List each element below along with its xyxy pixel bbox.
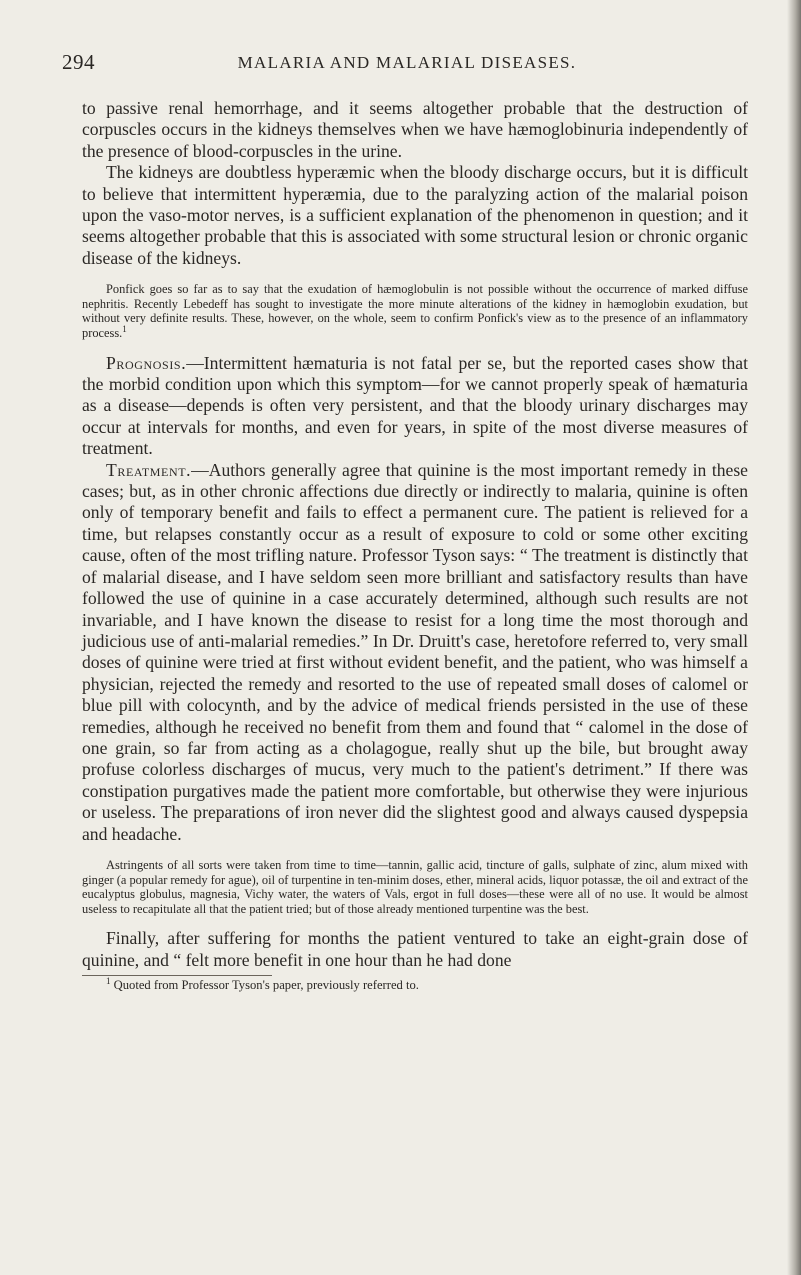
small-print-ponfick: [82, 282, 748, 340]
paragraph-continuation: to passive renal hemorrhage, and it seems altogether probable that the destruction of corpuscles occurs in the kidneys themselves when we have hæmoglobinuria independently of the presence of blood-corpuscles in the urine.: [82, 98, 748, 161]
treatment-text: —Authors generally agree that quinine is the most important remedy in these cases; but, as in other chronic affections due directly or indirectly to malaria, quinine is often only of temporary benefit and fails to effect a permanent cure. The patient is relieved for a time, but relapses constantly occur as a result of exposure to cold or some other exciting cause, often of the most trifling nature. Professor Tyson says: “ The treatment is distinctly that of malarial disease, and I have seldom seen more brilliant and satisfactory results than have followed the use of quinine in a case accurately determined, although such results are not invariable, and I have known the disease to resist for a long time the most thorough and judicious use of anti-malarial remedies.” In Dr. Druitt's case, heretofore referred to, very small doses of quinine were tried at first without evident benefit, and the patient, who was himself a physician, rejected the remedy and resorted to the use of repeated small doses of calomel or blue pill with colocynth, and by the advice of medical friends persisted in the use of these remedies, although he received no benefit from them and found that “ calomel in the dose of one grain, so far from acting as a cholagogue, really shut up the bile, but brought away profuse colorless discharges of mucus, very much to the patient's detriment.” If there was constipation purgatives made the patient more comfortable, but otherwise they were injurious or useless. The preparations of iron never did the slightest good and always caused dyspepsia and headache.: [82, 459, 748, 844]
treatment-heading: Treatment.: [106, 459, 192, 480]
paragraph-kidneys: The kidneys are doubtless hyperæmic when the bloody discharge occurs, but it is difficult to believe that intermittent hyperæmia, due to the paralyzing action of the malarial poison upon the vaso-motor nerves, is a sufficient explanation of the phenomenon in question; and it seems altogether probable that this is associated with some structural lesion or chronic organic disease of the kidneys.: [82, 162, 748, 268]
paragraph-finally: Finally, after suffering for months the patient ventured to take an eight-grain dose of quinine, and “ felt more benefit in one hour than he had done: [82, 928, 748, 970]
small-print-ponfick-text: Ponfick goes so far as to say that the exudation of hæmoglobulin is not possible without the occurrence of marked diffuse nephritis. Recently Lebedeff has sought to investigate the more minute alterations of the kidney in hæmoglobin exudation, but without very definite results. These, however, on the whole, seem to confirm Ponfick's view as to the presence of an inflammatory process.: [82, 282, 748, 341]
paragraph-treatment: [82, 460, 748, 845]
prognosis-text: —Intermittent hæmaturia is not fatal per se, but the reported cases show that the morbid condition upon which this symptom—for we cannot properly speak of hæmaturia as a disease—depends is often very persistent, and that the bloody urinary discharges may occur at intervals for months, and even for years, in spite of the most diverse measures of treatment.: [82, 352, 748, 459]
page-header: [62, 50, 752, 80]
footnote-text: Quoted from Professor Tyson's paper, previously referred to.: [110, 978, 419, 993]
paragraph-prognosis: [82, 353, 748, 460]
running-head: MALARIA AND MALARIAL DISEASES.: [237, 53, 577, 72]
footnote-mark: 1: [106, 975, 111, 986]
prognosis-heading: Prognosis.: [106, 352, 187, 373]
footnote-reference: 1: [122, 323, 127, 334]
page-body: [82, 98, 748, 993]
page-edge-shadow: [787, 0, 801, 1275]
page-number: 294: [62, 50, 95, 74]
footnote: [82, 975, 748, 993]
small-print-astringents: Astringents of all sorts were taken from time to time—tannin, gallic acid, tincture of galls, sulphate of zinc, alum mixed with ginger (a popular remedy for ague), oil of turpentine in ten-minim doses, ether, mineral acids, liquor potassæ, the oil and extract of the eucalyptus globulus, magnesia, Vichy water, the waters of Vals, ergot in full doses—these were all of no use. It would be almost useless to recapitulate all that the patient tried; but of those already mentioned turpentine was the best.: [82, 857, 748, 916]
